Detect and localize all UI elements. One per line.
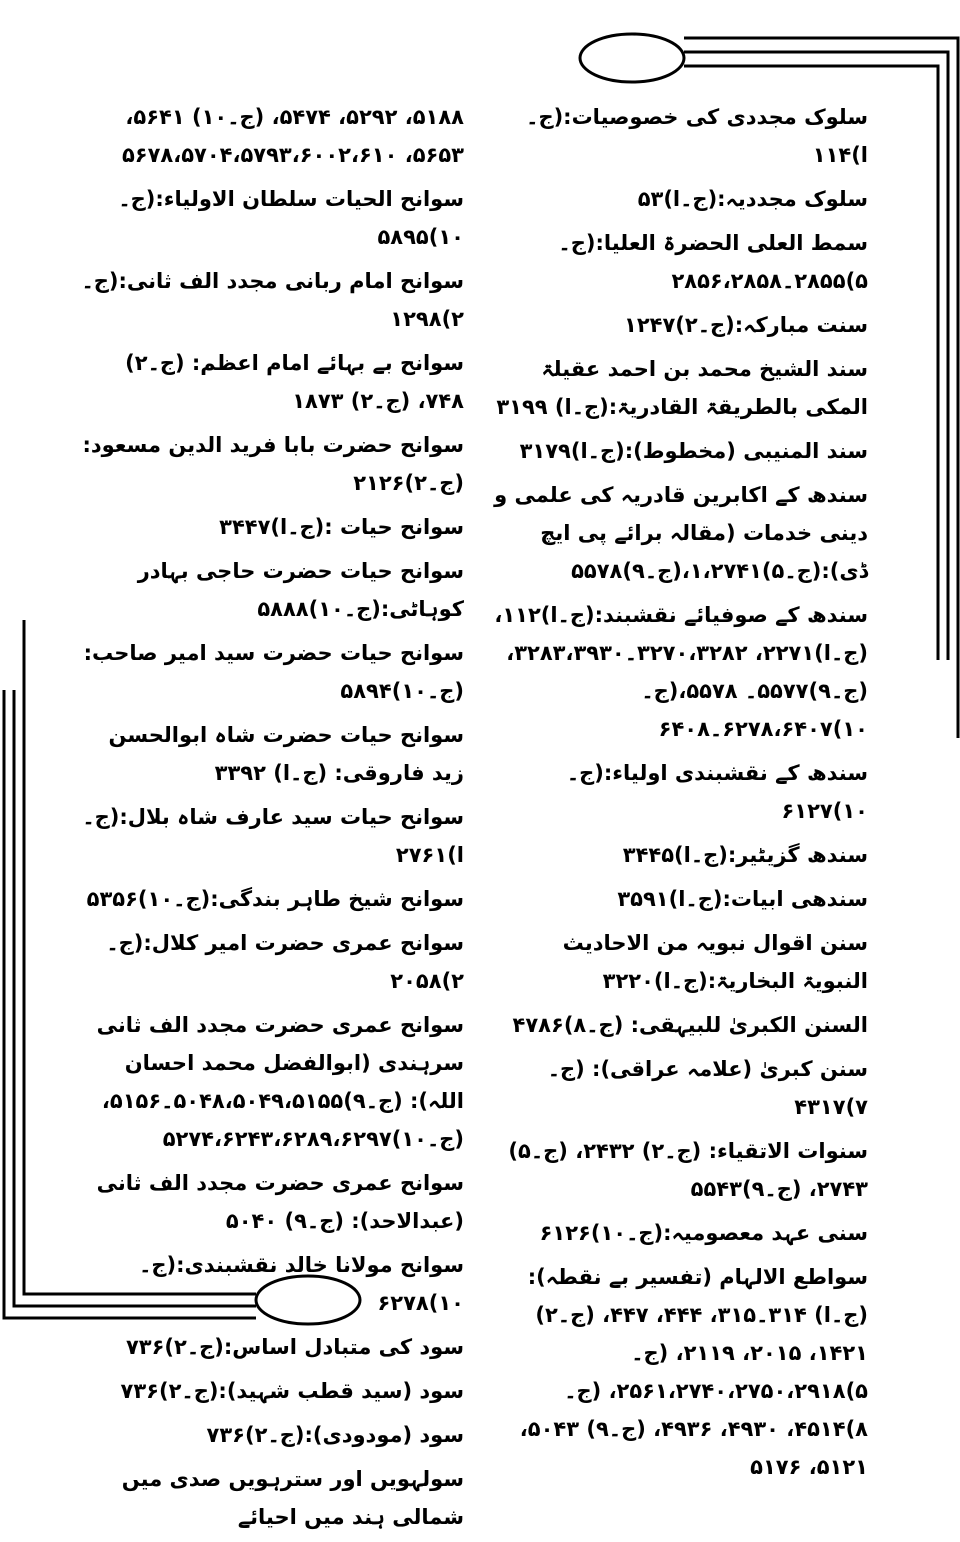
index-entry: سوانح امام ربانی مجدد الف ثانی:(ج۔۲)۱۲۹۸ bbox=[81, 269, 464, 331]
index-entry: ۵۱۸۸، ۵۲۹۲، ۵۴۷۴، (ج۔۱۰) ۵۶۴۱، ۵۶۵۳، ۵۶۷۸،۵۷۰۴،۵۷۹۳،۶۰۰۲،۶۱۰ bbox=[121, 105, 464, 167]
index-entry: سنی عہد معصومیہ:(ج۔۱۰)۶۱۲۶ bbox=[539, 1221, 868, 1245]
index-entry: سوانح شیخ طاہر بندگی:(ج۔۱۰)۵۳۵۶ bbox=[86, 887, 464, 911]
index-entry: سنوات الاتقیاء: (ج۔۲) ۲۴۳۲، (ج۔۵) ۲۷۴۳، (ج۔۹)۵۵۴۳ bbox=[508, 1139, 868, 1201]
index-entry: سود (سید قطب شہید):(ج۔۲)۷۳۶ bbox=[120, 1379, 464, 1403]
index-entry: سوانح عمری حضرت مجدد الف ثانی (عبدالاحد): (ج۔۹) ۵۰۴۰ bbox=[96, 1171, 464, 1233]
index-entry: سوانح مولانا خالد نقشبندی:(ج۔۱۰)۶۲۷۸ bbox=[139, 1253, 464, 1315]
index-entry: سنن کبریٰ (علامہ عراقی): (ج۔۷)۴۳۱۷ bbox=[547, 1057, 868, 1119]
index-entry: سوانح حضرت بابا فرید الدین مسعود:(ج۔۲)۲۱۲۶ bbox=[82, 433, 464, 495]
index-entry: سلوک مجددیہ:(ج۔ا)۵۳ bbox=[637, 187, 868, 211]
index-entry: سواطع الالہام (تفسیر بے نقطہ): (ج۔ا) ۳۱۴۔۳۱۵، ۴۴۴، ۴۴۷، (ج۔۲) ۱۴۲۱، ۲۰۱۵، ۲۱۱۹، (ج۔۵)۲۵۶۱،۲۷۴۰،۲۷۵۰،۲۹۱۸، (ج۔۸)۴۵۱۴، ۴۹۳۰، ۴۹۳۶، (ج۔۹) ۵۰۴۳، ۵۱۲۱، ۵۱۷۶ bbox=[519, 1265, 868, 1479]
index-entry: سنت مبارکہ:(ج۔۲)۱۲۴۷ bbox=[624, 313, 868, 337]
index-entry: سندھ کے صوفیائے نقشبند:(ج۔ا)۱۱۲،(ج۔ا)۲۲۷۱، ۳۲۷۰،۳۲۸۲۔۳۲۸۳،۳۹۳۰،(ج۔۹)۵۵۷۷۔ ۵۵۷۸،(ج۔۱۰)۶۲۷۸،۶۴۰۷۔۶۴۰۸ bbox=[494, 603, 868, 741]
index-entry: سوانح الحیات سلطان الاولیاء:(ج۔۱۰)۵۸۹۵ bbox=[118, 187, 464, 249]
index-entry: سوانح حیات حضرت سید امیر صاحب:(ج۔۱۰)۵۸۹۴ bbox=[83, 641, 464, 703]
index-entry: سوانح عمری حضرت امیر کلال:(ج۔۲)۲۰۵۸ bbox=[106, 931, 464, 993]
index-entry: سوانح حیات حضرت حاجی بہادر کوہاٹی:(ج۔۱۰)۵۸۸۸ bbox=[137, 559, 464, 621]
index-entry: سولہویں اور سترہویں صدی میں شمالی ہند میں احیائے bbox=[121, 1467, 464, 1529]
index-entry: سندھی ابیات:(ج۔ا)۳۵۹۱ bbox=[617, 887, 868, 911]
index-entry: سند الشیخ محمد بن احمد عقیلۃ المکی بالطریقۃ القادریۃ:(ج۔ا) ۳۱۹۹ bbox=[496, 357, 868, 419]
top-ornament-oval bbox=[580, 34, 684, 82]
index-entry: سمط العلی الحضرۃ العلیا:(ج۔۵)۲۸۵۵۔۲۸۵۶،۲۸۵۸ bbox=[558, 231, 868, 293]
right-index-column bbox=[492, 98, 868, 1492]
index-entry: سوانح بے بہائے امام اعظم: (ج۔۲) ۷۴۸، (ج۔۲) ۱۸۷۳ bbox=[125, 351, 464, 413]
index-entry: سنن اقوال نبویہ من الاحادیث النبویۃ البخاریۃ:(ج۔ا)۳۲۲۰ bbox=[562, 931, 868, 993]
index-entry: سود (مودودی):(ج۔۲)۷۳۶ bbox=[206, 1423, 464, 1447]
index-entry: سود کی متبادل اساس:(ج۔۲)۷۳۶ bbox=[125, 1335, 464, 1359]
index-entry: سوانح حیات :(ج۔ا)۳۴۴۷ bbox=[219, 515, 464, 539]
index-entry: السنن الکبریٰ للبیہقی: (ج۔۸)۴۷۸۶ bbox=[512, 1013, 868, 1037]
left-index-column bbox=[78, 98, 464, 1542]
index-entry: سلوک مجددی کی خصوصیات:(ج۔ا)۱۱۴ bbox=[526, 105, 868, 167]
index-entry: سندھ کے نقشبندی اولیاء:(ج۔۱۰)۶۱۲۷ bbox=[566, 761, 868, 823]
index-entry: سوانح حیات حضرت شاہ ابوالحسن زید فاروقی: (ج۔ا) ۳۳۹۲ bbox=[108, 723, 464, 785]
index-entry: سوانح حیات سید عارف شاہ بلال:(ج۔ا)۲۷۶۱ bbox=[82, 805, 464, 867]
index-entry: سند المنیبی (مخطوط):(ج۔ا)۳۱۷۹ bbox=[519, 439, 868, 463]
index-entry: سوانح عمری حضرت مجدد الف ثانی سرہندی (ابوالفضل محمد احسان اللہ): (ج۔۹)۵۰۴۸،۵۰۴۹،۵۱۵۵۔۵۱۵۶، (ج۔۱۰)۵۲۷۴،۶۲۴۳،۶۲۸۹،۶۲۹۷ bbox=[96, 1013, 464, 1151]
index-entry: سندھ گزیٹیر:(ج۔ا)۳۴۴۵ bbox=[622, 843, 868, 867]
index-entry: سندھ کے اکابرین قادریہ کی علمی و دینی خدمات (مقالہ برائے پی ایچ ڈی):(ج۔۵)۱،۲۷۴۱،(ج۔۹)۵۵۷۸ bbox=[494, 483, 868, 583]
